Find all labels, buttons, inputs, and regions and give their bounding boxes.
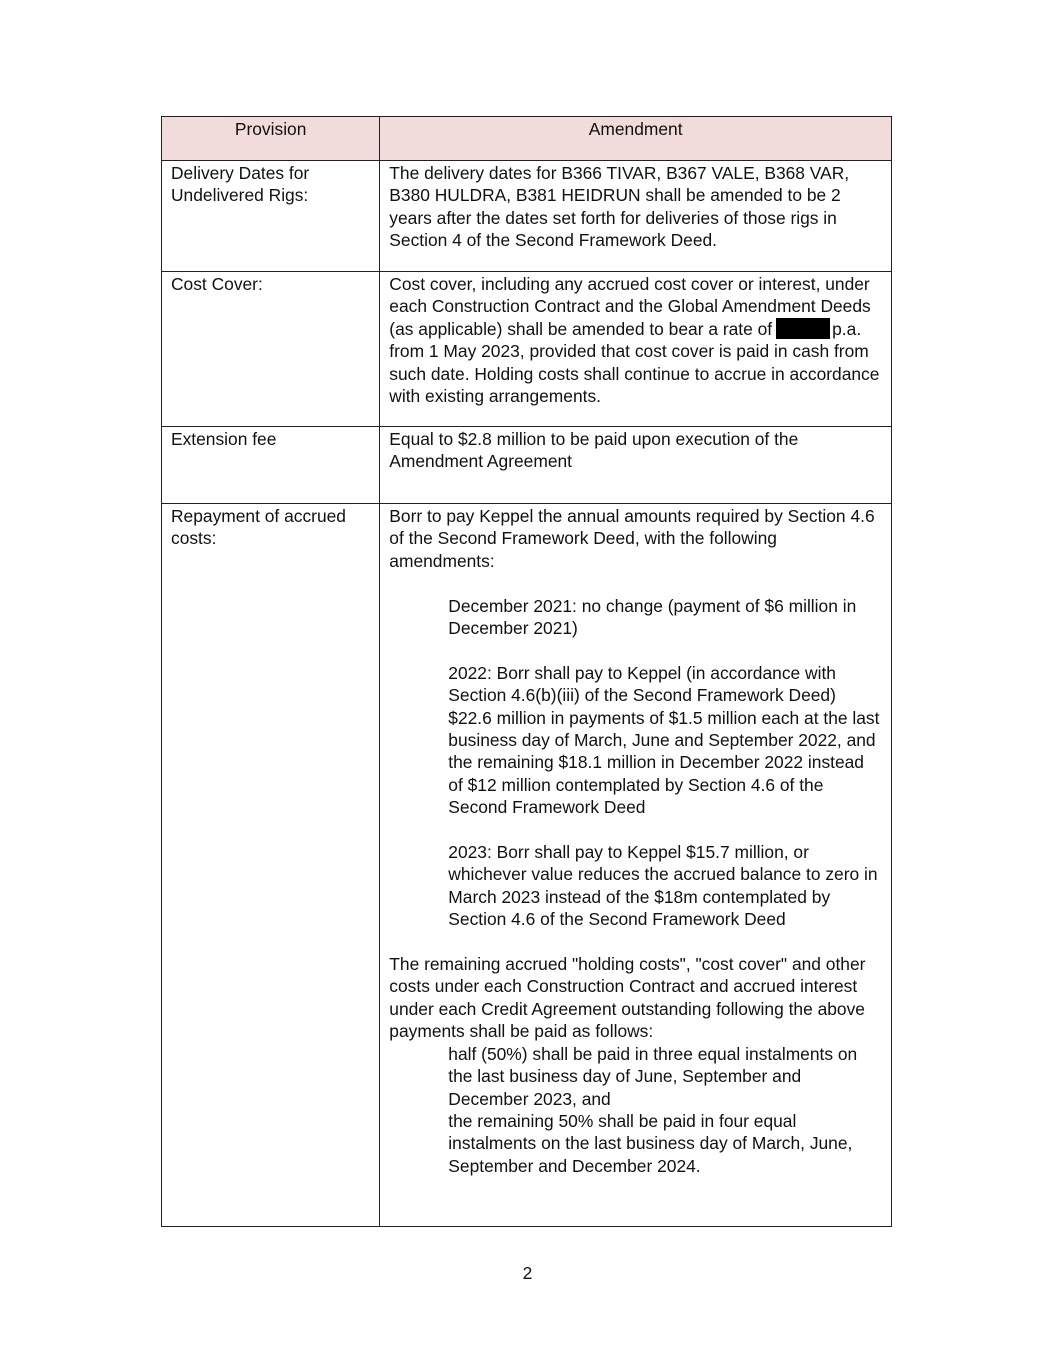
table-row <box>162 504 892 1227</box>
repayment-rest: the remaining 50% shall be paid in four equal instalments on the last business day of March, June, September and December 2024. <box>448 1110 853 1176</box>
page-number: 2 <box>522 1263 533 1283</box>
delivery-provision: Delivery Dates for Undelivered Rigs: <box>171 163 310 206</box>
amendment-cell <box>380 504 892 1227</box>
table-header-row <box>162 117 892 161</box>
amendment-cell <box>380 272 892 427</box>
header-provision: Provision <box>162 117 380 161</box>
delivery-amendment: The delivery dates for B366 TIVAR, B367 VALE, B368 VAR, B380 HULDRA, B381 HEIDRUN shall be amended to be 2 years after the dates set forth for deliveries of those rigs in Section 4 of the Second Framework Deed. <box>389 163 850 251</box>
repayment-half: half (50%) shall be paid in three equal instalments on the last business day of June, September and December 2023, and <box>448 1043 858 1109</box>
cost-cover-provision: Cost Cover: <box>171 274 263 294</box>
amendment-cell <box>380 427 892 504</box>
cost-cover-text-after: p.a. from 1 May 2023, provided that cost cover is paid in cash from such date. Holding costs shall continue to accrue in accordance with existing arrangements. <box>389 318 880 407</box>
extension-fee-provision: Extension fee <box>171 429 277 449</box>
cost-cover-text-before: Cost cover, including any accrued cost cover or interest, under each Construction Contract and the Global Amendment Deeds (as applicable) shall be amended to bear a rate of <box>389 274 871 339</box>
repayment-intro: Borr to pay Keppel the annual amounts required by Section 4.6 of the Second Framework Deed, with the following amendments: <box>389 506 875 571</box>
header-amendment: Amendment <box>380 117 892 161</box>
cost-cover-amendment <box>380 272 891 407</box>
provision-cell <box>162 504 380 1227</box>
repayment-amendment <box>380 504 891 1177</box>
provision-cell <box>162 272 380 427</box>
amendment-cell <box>380 161 892 272</box>
provision-cell <box>162 161 380 272</box>
repayment-item-2022: 2022: Borr shall pay to Keppel (in accordance with Section 4.6(b)(iii) of the Second Framework Deed) $22.6 million in payments of $1.5 million each at the last business day of March, June and September 2022, and the remaining $18.1 million in December 2022 instead of $12 million contemplated by Section 4.6 of the Second Framework Deed <box>448 662 880 818</box>
table-row <box>162 161 892 272</box>
repayment-item-2023: 2023: Borr shall pay to Keppel $15.7 million, or whichever value reduces the accrued balance to zero in March 2023 instead of the $18m contemplated by Section 4.6 of the Second Framework Deed <box>448 842 878 930</box>
amendment-table <box>161 116 892 1227</box>
extension-fee-amendment: Equal to $2.8 million to be paid upon execution of the Amendment Agreement <box>389 429 799 472</box>
table-row <box>162 272 892 427</box>
provision-cell <box>162 427 380 504</box>
table-row <box>162 427 892 504</box>
redaction-block <box>776 318 830 339</box>
repayment-remaining: The remaining accrued "holding costs", "cost cover" and other costs under each Construction Contract and accrued interest under each Credit Agreement outstanding following the above payments shall be paid as follows: <box>389 954 866 1042</box>
repayment-provision: Repayment of accrued costs: <box>171 506 346 549</box>
repayment-item-2021: December 2021: no change (payment of $6 million in December 2021) <box>448 595 857 639</box>
